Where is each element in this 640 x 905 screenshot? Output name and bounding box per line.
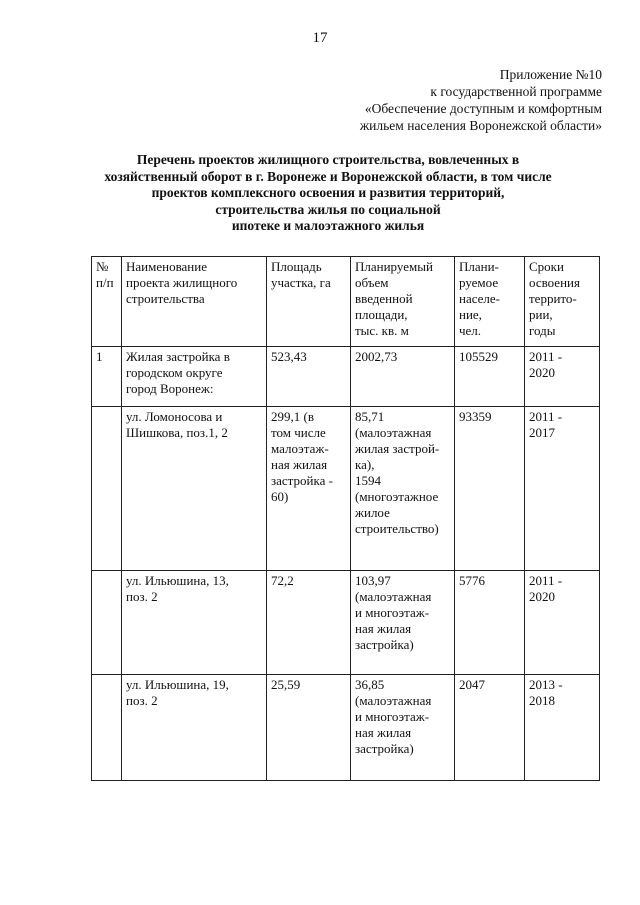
title-line: Перечень проектов жилищного строительства, вовлеченных в <box>136 152 520 167</box>
appendix-line: Приложение №10 <box>499 67 602 82</box>
cell-development-period: 2013 - 2018 <box>525 675 600 781</box>
appendix-note <box>360 66 602 134</box>
cell-population: 2047 <box>455 675 525 781</box>
title-line: строительства жилья по социальной <box>215 201 441 217</box>
cell-planned-floor-area: 2002,73 <box>351 347 455 407</box>
cell-project-name: ул. Ильюшина, 19, поз. 2 <box>122 675 267 781</box>
cell-project-name: ул. Ломоносова и Шишкова, поз.1, 2 <box>122 407 267 571</box>
cell-project-name: Жилая застройка в городском округе город Воронеж: <box>122 347 267 407</box>
header-planned-floor-area: Планируемый объем введенной площади, тыс. кв. м <box>351 257 455 347</box>
cell-planned-floor-area: 85,71 (малоэтажная жилая застрой- ка), 1594 (многоэтажное жилое строительство) <box>351 407 455 571</box>
table-row <box>92 571 600 675</box>
cell-planned-floor-area: 103,97 (малоэтажная и многоэтаж- ная жилая застройка) <box>351 571 455 675</box>
header-population: Плани- руемое населе- ние, чел. <box>455 257 525 347</box>
cell-plot-area: 523,43 <box>267 347 351 407</box>
header-development-period: Сроки освоения террито- рии, годы <box>525 257 600 347</box>
table-row <box>92 347 600 407</box>
cell-number <box>92 675 122 781</box>
cell-number: 1 <box>92 347 122 407</box>
cell-project-name: ул. Ильюшина, 13, поз. 2 <box>122 571 267 675</box>
cell-development-period: 2011 - 2020 <box>525 571 600 675</box>
projects-table <box>91 256 600 781</box>
cell-plot-area: 299,1 (в том числе малоэтаж- ная жилая застройка - 60) <box>267 407 351 571</box>
cell-development-period: 2011 - 2020 <box>525 347 600 407</box>
appendix-line: к государственной программе <box>430 84 602 99</box>
title-line: проектов комплексного освоения и развития территорий, <box>151 185 505 200</box>
title-line: хозяйственный оборот в г. Воронеже и Воронежской области, в том числе <box>104 168 552 184</box>
cell-population: 5776 <box>455 571 525 675</box>
header-number: № п/п <box>92 257 122 347</box>
appendix-line: жильем населения Воронежской области» <box>359 118 602 133</box>
cell-plot-area: 72,2 <box>267 571 351 675</box>
header-project-name: Наименование проекта жилищного строительства <box>122 257 267 347</box>
table-row <box>92 407 600 571</box>
cell-development-period: 2011 - 2017 <box>525 407 600 571</box>
cell-population: 93359 <box>455 407 525 571</box>
cell-planned-floor-area: 36,85 (малоэтажная и многоэтаж- ная жилая застройка) <box>351 675 455 781</box>
header-plot-area: Площадь участка, га <box>267 257 351 347</box>
title-line: ипотеке и малоэтажного жилья <box>231 218 425 233</box>
cell-population: 105529 <box>455 347 525 407</box>
page-number: 17 <box>312 30 328 46</box>
table-row <box>92 675 600 781</box>
cell-number <box>92 571 122 675</box>
appendix-line: «Обеспечение доступным и комфортным <box>364 101 602 116</box>
document-title <box>100 152 556 235</box>
cell-number <box>92 407 122 571</box>
table-header-row <box>92 257 600 347</box>
cell-plot-area: 25,59 <box>267 675 351 781</box>
